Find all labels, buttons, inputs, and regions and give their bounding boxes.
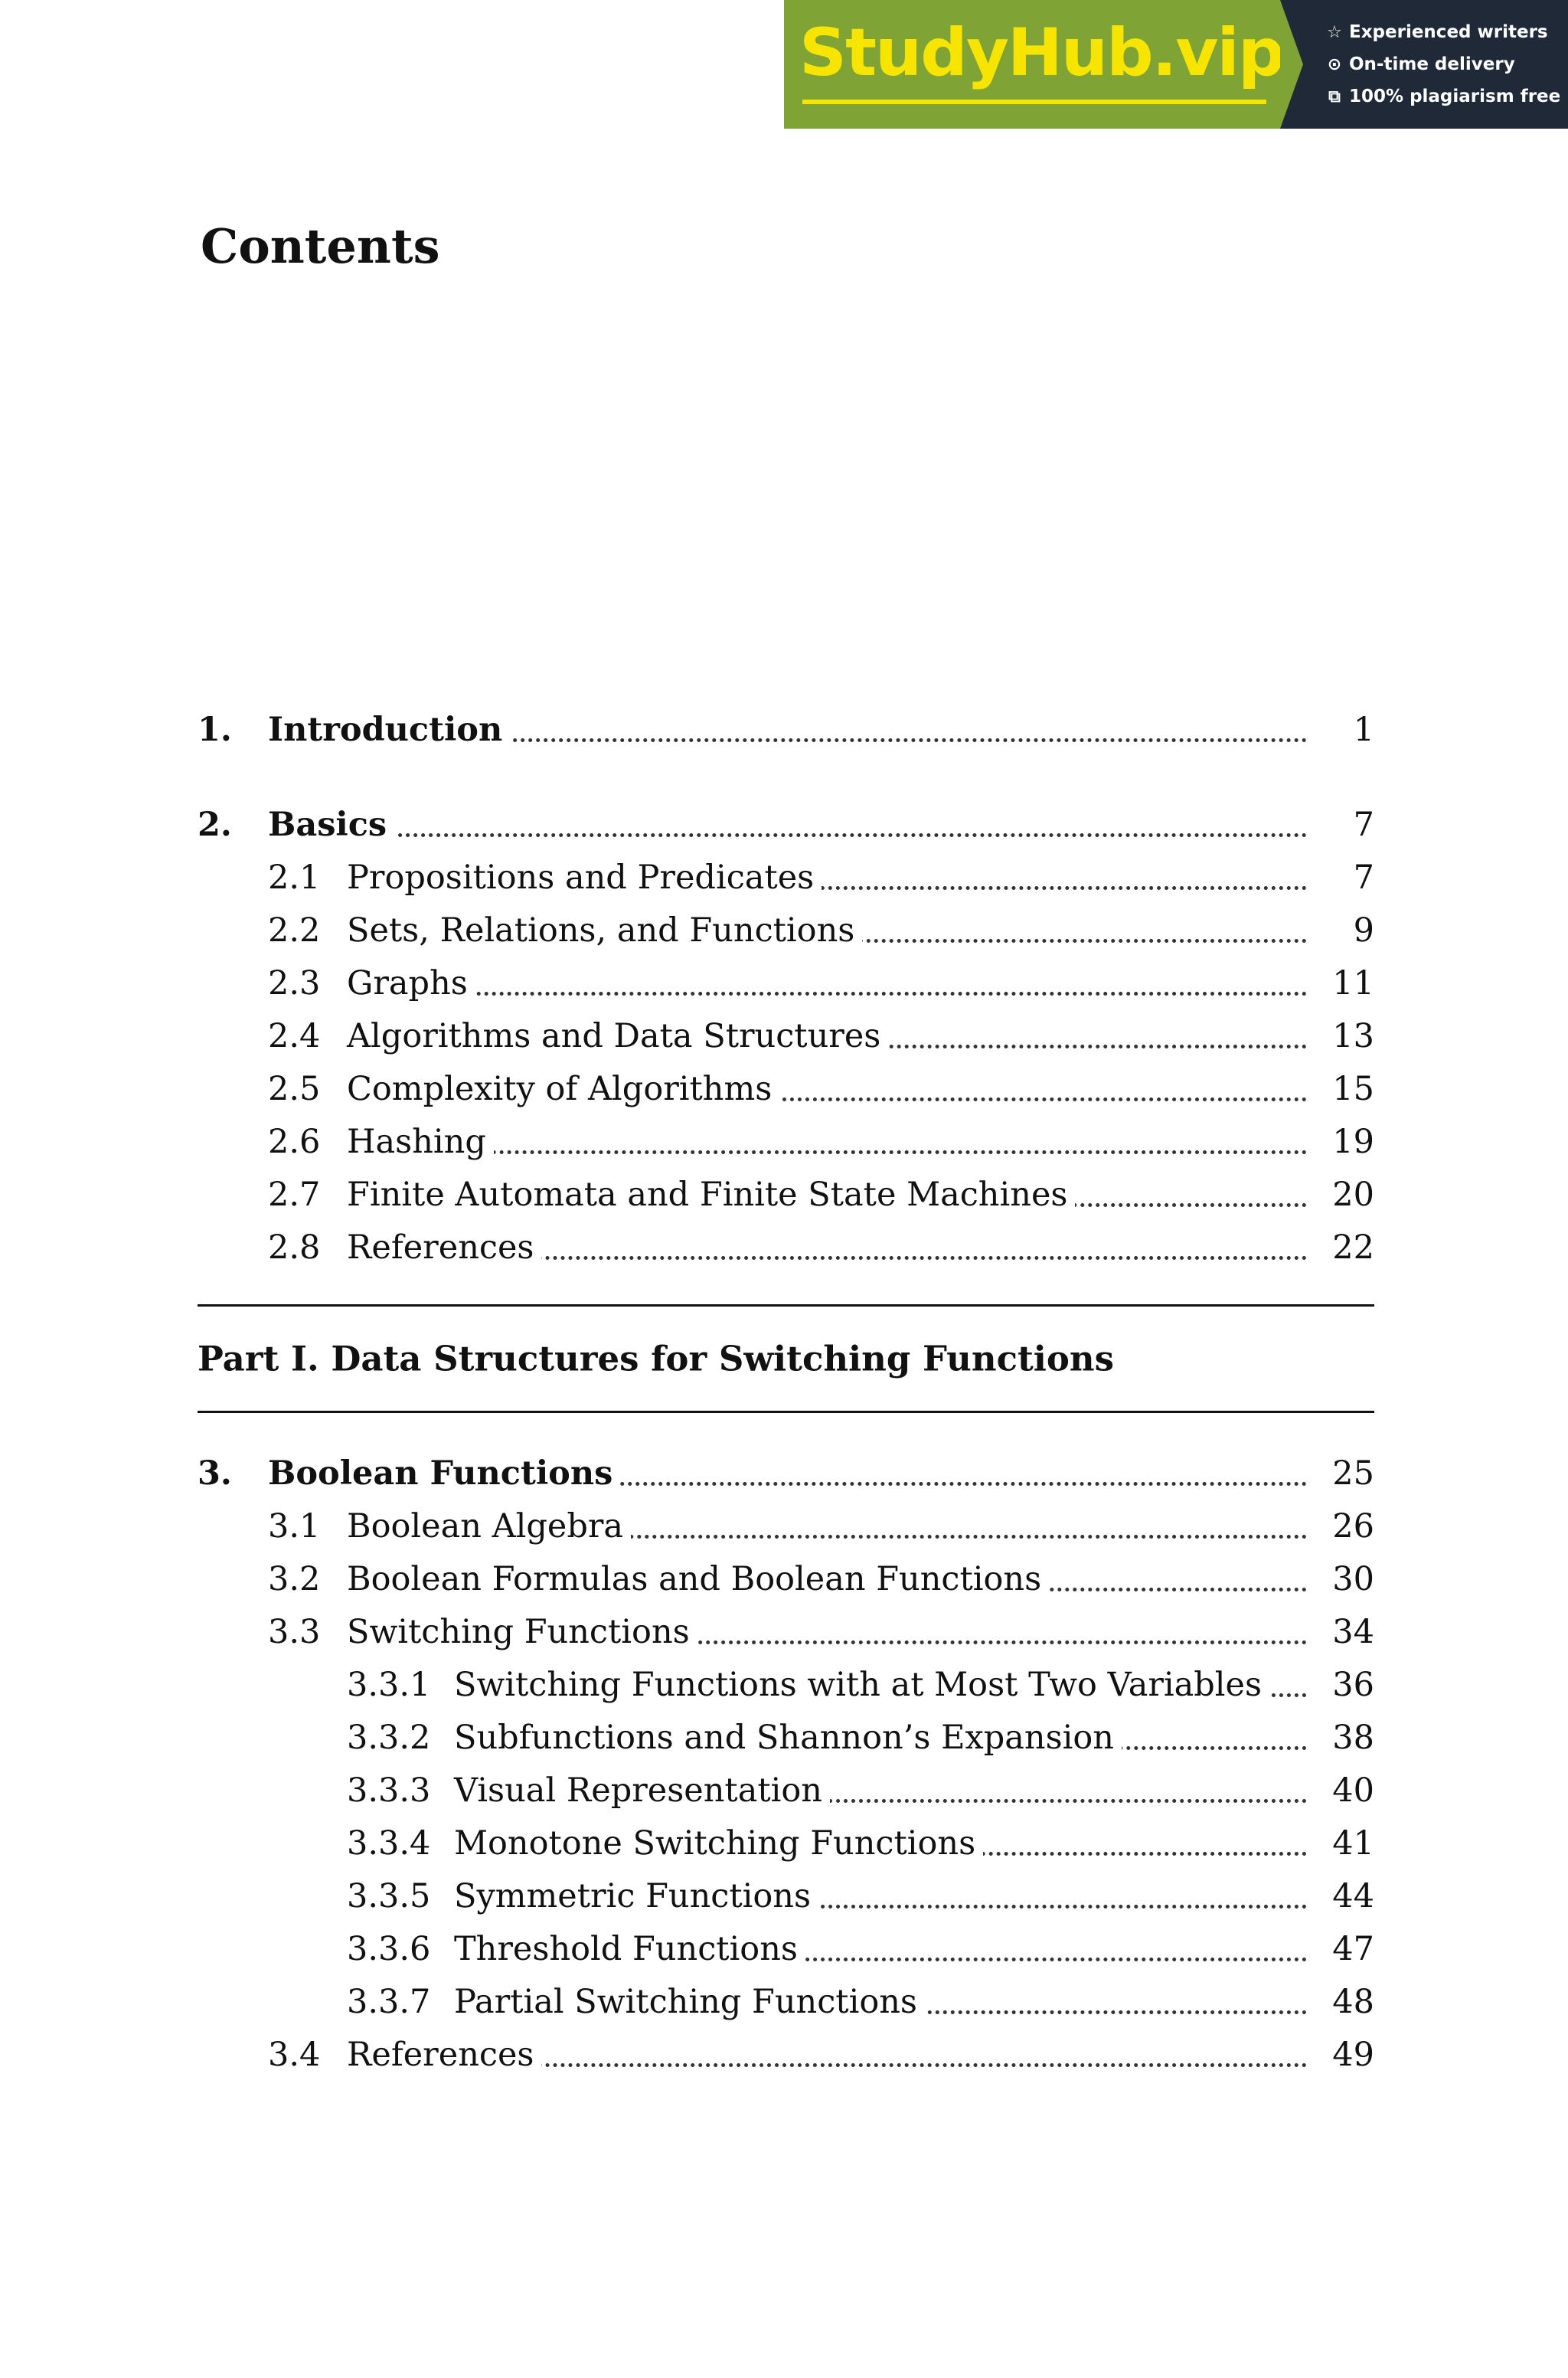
- toc-page: 41: [1332, 1824, 1374, 1863]
- toc-number: 2.3: [268, 963, 321, 1003]
- dot-leader: [347, 992, 1307, 996]
- toc-section[interactable]: [198, 904, 1374, 957]
- toc-number: 3.3.7: [347, 1982, 431, 2021]
- toc-number: 3.4: [268, 2035, 321, 2074]
- toc-subsection[interactable]: [198, 1711, 1374, 1764]
- toc-page: 34: [1332, 1612, 1374, 1651]
- toc-title: Visual Representation: [454, 1771, 830, 1810]
- part-title: Part I. Data Structures for Switching Functions: [198, 1338, 1114, 1379]
- toc-title: Subfunctions and Shannon’s Expansion: [454, 1719, 1122, 1757]
- toc-section[interactable]: [198, 851, 1374, 904]
- toc-page: 22: [1332, 1228, 1374, 1267]
- feature-on-time-delivery: [1325, 48, 1568, 80]
- toc-page: 15: [1332, 1069, 1374, 1108]
- brand-logo[interactable]: StudyHub.vip: [799, 15, 1284, 91]
- feature-label: On-time delivery: [1349, 54, 1515, 74]
- toc-number: 3.2: [268, 1559, 321, 1598]
- toc-number: 2.5: [268, 1069, 321, 1108]
- toc-title: Boolean Functions: [268, 1454, 620, 1493]
- toc-title: Monotone Switching Functions: [454, 1824, 983, 1863]
- toc-page: 44: [1332, 1876, 1374, 1915]
- toc-page: 7: [1353, 858, 1374, 897]
- feature-experienced-writers: [1325, 16, 1568, 48]
- toc-title: Boolean Algebra: [347, 1507, 631, 1546]
- toc-subsection[interactable]: [198, 1922, 1374, 1975]
- toc-section[interactable]: [198, 1605, 1374, 1658]
- toc-title: References: [347, 1228, 541, 1267]
- toc-page: 47: [1332, 1929, 1374, 1968]
- toc-subsection[interactable]: [198, 1658, 1374, 1711]
- toc-chapter-1[interactable]: [198, 703, 1374, 756]
- toc-title: Introduction: [268, 711, 510, 749]
- toc-title: Switching Functions with at Most Two Variables: [454, 1666, 1269, 1704]
- toc-title: Sets, Relations, and Functions: [347, 911, 862, 950]
- toc-number: 2.4: [268, 1016, 321, 1055]
- toc-page: 40: [1332, 1771, 1374, 1810]
- toc-number: 3.: [198, 1454, 232, 1493]
- toc-subsection[interactable]: [198, 1817, 1374, 1869]
- toc-title: Hashing: [347, 1123, 494, 1161]
- page-title: Contents: [201, 218, 440, 274]
- toc-number: 3.3.1: [347, 1665, 431, 1704]
- toc-subsection[interactable]: [198, 1869, 1374, 1922]
- promo-banner[interactable]: [784, 0, 1568, 129]
- toc-page: 13: [1332, 1016, 1374, 1055]
- features-panel: [1280, 0, 1568, 129]
- dot-leader: [268, 833, 1307, 837]
- toc-number: 3.3.4: [347, 1824, 431, 1863]
- toc-number: 3.3.3: [347, 1771, 431, 1810]
- toc-part-1[interactable]: [198, 1304, 1374, 1413]
- toc-page: 30: [1332, 1559, 1374, 1598]
- toc-section[interactable]: [198, 2028, 1374, 2081]
- toc-number: 3.1: [268, 1506, 321, 1546]
- star-outline-icon: ☆: [1327, 22, 1342, 42]
- toc-page: 48: [1332, 1982, 1374, 2021]
- toc-subsection[interactable]: [198, 1975, 1374, 2028]
- toc-title: Propositions and Predicates: [347, 859, 822, 897]
- toc-title: Symmetric Functions: [454, 1877, 818, 1915]
- toc-chapter-2[interactable]: [198, 798, 1374, 851]
- toc-title: Switching Functions: [347, 1613, 697, 1651]
- toc-number: 3.3.2: [347, 1718, 431, 1757]
- toc-number: 2.8: [268, 1228, 321, 1267]
- toc-number: 2.7: [268, 1175, 321, 1214]
- feature-label: Experienced writers: [1349, 22, 1548, 42]
- toc-number: 3.3.6: [347, 1929, 431, 1968]
- brand-panel[interactable]: [784, 0, 1284, 129]
- toc-chapter-3[interactable]: [198, 1447, 1374, 1500]
- toc-section[interactable]: [198, 1062, 1374, 1115]
- toc-gap: [198, 756, 1374, 798]
- toc-page: 1: [1353, 710, 1374, 749]
- toc-page: 25: [1332, 1454, 1374, 1493]
- toc-title: Basics: [268, 806, 394, 844]
- toc-page: 9: [1353, 911, 1374, 950]
- toc-section[interactable]: [198, 1500, 1374, 1552]
- brand-underline: [802, 100, 1266, 104]
- toc-page: 38: [1332, 1718, 1374, 1757]
- toc-number: 1.: [198, 710, 232, 749]
- toc-number: 2.2: [268, 911, 321, 950]
- toc-page: 19: [1332, 1122, 1374, 1161]
- toc-page: 11: [1332, 963, 1374, 1003]
- toc-title: Threshold Functions: [454, 1930, 805, 1968]
- toc-title: Graphs: [347, 964, 475, 1003]
- toc-section[interactable]: [198, 1168, 1374, 1221]
- toc-section[interactable]: [198, 1552, 1374, 1605]
- toc-number: 2.6: [268, 1122, 321, 1161]
- feature-label: 100% plagiarism free: [1349, 87, 1561, 106]
- toc-page: 20: [1332, 1175, 1374, 1214]
- toc-section[interactable]: [198, 957, 1374, 1009]
- toc-number: 3.3: [268, 1612, 321, 1651]
- toc-page: 7: [1353, 805, 1374, 844]
- toc-title: Complexity of Algorithms: [347, 1070, 779, 1108]
- toc-number: 3.3.5: [347, 1876, 431, 1915]
- toc-section[interactable]: [198, 1115, 1374, 1168]
- toc-page: 36: [1332, 1665, 1374, 1704]
- table-of-contents: [198, 703, 1374, 2081]
- toc-section[interactable]: [198, 1221, 1374, 1274]
- copy-check-icon: ⧉: [1328, 87, 1341, 106]
- clock-icon: ⊙: [1327, 54, 1342, 74]
- toc-title: Partial Switching Functions: [454, 1983, 925, 2021]
- toc-title: Finite Automata and Finite State Machines: [347, 1176, 1075, 1214]
- toc-title: Boolean Formulas and Boolean Functions: [347, 1560, 1049, 1598]
- toc-title: Algorithms and Data Structures: [347, 1017, 888, 1055]
- toc-section[interactable]: [198, 1009, 1374, 1062]
- toc-number: 2.1: [268, 858, 321, 897]
- toc-subsection[interactable]: [198, 1764, 1374, 1817]
- toc-page: 26: [1332, 1506, 1374, 1546]
- toc-title: References: [347, 2036, 541, 2074]
- toc-page: 49: [1332, 2035, 1374, 2074]
- toc-number: 2.: [198, 805, 232, 844]
- feature-plagiarism-free: [1325, 80, 1568, 113]
